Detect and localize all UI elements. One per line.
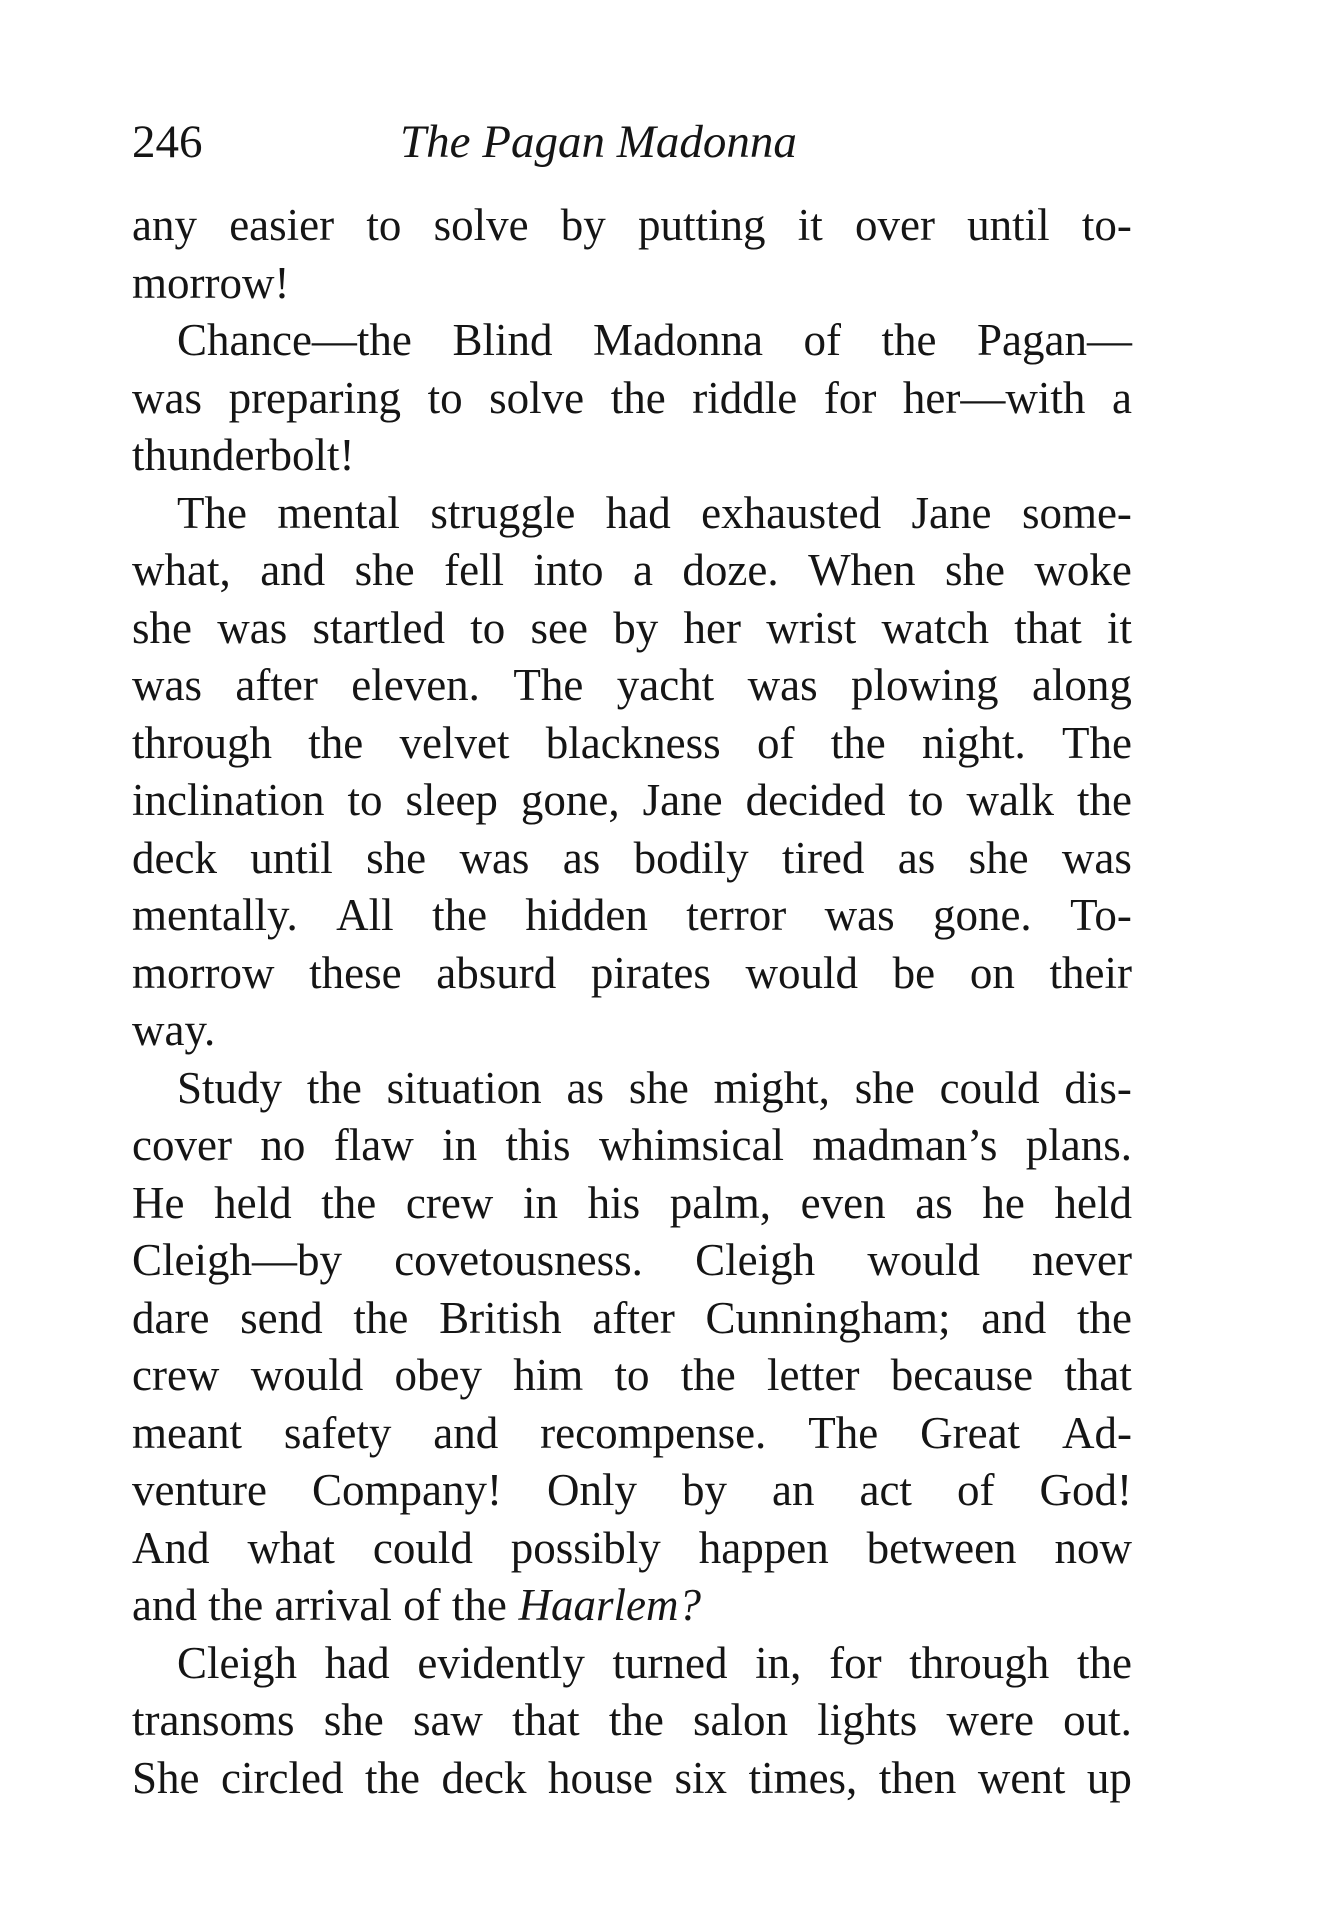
- text-line: [132, 1175, 1132, 1233]
- text-line: [132, 1002, 1132, 1060]
- word: Cleigh—by: [132, 1235, 342, 1285]
- word: and: [981, 1292, 1047, 1343]
- word: until: [250, 832, 333, 883]
- word: pirates: [590, 947, 711, 998]
- word: along: [1031, 660, 1132, 710]
- word: palm,: [669, 1177, 771, 1228]
- word: it: [797, 200, 823, 250]
- line-text: and the arrival of the: [132, 1580, 507, 1630]
- word: way.: [132, 1005, 216, 1055]
- running-title: The Pagan Madonna: [400, 116, 797, 168]
- word: venture: [132, 1465, 267, 1515]
- word: deck: [441, 1752, 527, 1803]
- word: exhausted: [701, 487, 882, 538]
- text-line: [132, 1117, 1132, 1175]
- word: yacht: [616, 660, 715, 710]
- text-line: [132, 1060, 1132, 1118]
- word: act: [859, 1465, 912, 1515]
- word: absurd: [436, 947, 557, 998]
- word: after: [235, 660, 318, 710]
- body-text: [132, 197, 1132, 1807]
- word: of: [756, 717, 795, 768]
- word: The: [177, 487, 247, 538]
- word: possibly: [510, 1522, 661, 1573]
- word: the: [881, 315, 937, 365]
- word: the: [321, 1177, 377, 1228]
- word: Cleigh: [695, 1235, 816, 1285]
- word: she: [628, 1062, 689, 1113]
- word: God!: [1039, 1465, 1132, 1515]
- word: house: [547, 1752, 653, 1803]
- word: his: [587, 1177, 641, 1228]
- text-line: [132, 715, 1132, 773]
- word: The: [1062, 717, 1132, 768]
- word: walk: [966, 775, 1054, 825]
- word: of: [956, 1465, 995, 1515]
- word: were: [946, 1695, 1034, 1745]
- word: for: [823, 372, 877, 423]
- word: through: [132, 717, 272, 768]
- word: The: [513, 660, 584, 710]
- word: Pagan—: [976, 315, 1132, 365]
- word: might,: [713, 1062, 830, 1113]
- word: no: [260, 1120, 306, 1170]
- text-line: [132, 1750, 1132, 1808]
- word: that: [1064, 1350, 1132, 1400]
- word: held: [214, 1177, 292, 1228]
- word: between: [866, 1522, 1017, 1573]
- word: the: [610, 372, 666, 423]
- word: into: [533, 545, 604, 595]
- word: Madonna: [592, 315, 763, 365]
- word: woke: [1034, 545, 1132, 595]
- word: morrow: [132, 947, 275, 998]
- word: night.: [921, 717, 1026, 768]
- word: six: [674, 1752, 728, 1803]
- word: putting: [638, 200, 766, 250]
- word: dare: [132, 1292, 210, 1343]
- word: was: [1061, 832, 1132, 883]
- text-line: [132, 485, 1132, 543]
- word: he: [982, 1177, 1025, 1228]
- word: the: [432, 890, 488, 940]
- word: any: [132, 200, 197, 250]
- word: blackness: [545, 717, 721, 768]
- word: was: [747, 660, 818, 710]
- word: dis-: [1064, 1062, 1132, 1113]
- word: her: [683, 602, 741, 653]
- text-line: [132, 772, 1132, 830]
- word: riddle: [692, 372, 798, 423]
- word: to-: [1081, 200, 1132, 250]
- word: Chance—the: [177, 315, 412, 365]
- text-line: [132, 312, 1132, 370]
- word: safety: [283, 1407, 392, 1458]
- word: bodily: [633, 832, 749, 883]
- word: never: [1032, 1235, 1132, 1285]
- text-line: [132, 1462, 1132, 1520]
- word: went: [977, 1752, 1066, 1803]
- text-line: [132, 887, 1132, 945]
- word: their: [1049, 947, 1132, 998]
- word: the: [608, 1695, 664, 1745]
- word: circled: [221, 1752, 344, 1803]
- word: Company!: [311, 1465, 502, 1515]
- word: now: [1054, 1522, 1132, 1573]
- word: crew: [132, 1350, 220, 1400]
- word: a: [1111, 372, 1132, 423]
- word: gone,: [520, 775, 620, 825]
- word: was: [132, 372, 202, 423]
- word: to: [366, 200, 402, 250]
- word: inclination: [132, 775, 325, 825]
- word: British: [439, 1292, 562, 1343]
- word: plans.: [1025, 1120, 1132, 1170]
- word: her—with: [902, 372, 1086, 423]
- word: see: [530, 602, 588, 653]
- word: plowing: [851, 660, 999, 710]
- word: in: [522, 1177, 558, 1228]
- word: the: [353, 1292, 409, 1343]
- word: was: [459, 832, 530, 883]
- word: had: [605, 487, 671, 538]
- word: she: [854, 1062, 915, 1113]
- word: hidden: [525, 890, 648, 940]
- word: could: [939, 1062, 1040, 1113]
- word: times,: [748, 1752, 858, 1803]
- word: happen: [698, 1522, 829, 1573]
- word: in: [442, 1120, 478, 1170]
- word: would: [745, 947, 859, 998]
- word: preparing: [228, 372, 401, 423]
- word: solve: [433, 200, 529, 250]
- word: until: [967, 200, 1050, 250]
- word: recompense.: [540, 1407, 767, 1458]
- word: thunderbolt!: [132, 430, 355, 480]
- word: and: [433, 1407, 499, 1458]
- word: as: [566, 1062, 604, 1113]
- word: startled: [312, 602, 445, 653]
- word: him: [513, 1350, 584, 1400]
- text-line: [132, 1290, 1132, 1348]
- word: to: [347, 775, 383, 825]
- word: Blind: [452, 315, 553, 365]
- word: held: [1054, 1177, 1132, 1228]
- word: by: [560, 200, 606, 250]
- word: would: [250, 1350, 364, 1400]
- word: she: [354, 545, 415, 595]
- word: velvet: [399, 717, 510, 768]
- word: what: [247, 1522, 335, 1573]
- word: situation: [386, 1062, 542, 1113]
- word: as: [562, 832, 601, 883]
- word: that: [1014, 602, 1082, 653]
- word: the: [1076, 775, 1132, 825]
- word: She: [132, 1752, 200, 1803]
- word: was: [824, 890, 895, 940]
- word: as: [915, 1177, 953, 1228]
- text-line: [132, 197, 1132, 255]
- word: be: [892, 947, 936, 998]
- text-line: [132, 370, 1132, 428]
- word: Great: [920, 1407, 1021, 1458]
- word: mentally.: [132, 890, 298, 940]
- word: Jane: [911, 487, 992, 538]
- word: eleven.: [351, 660, 480, 710]
- word: was: [217, 602, 288, 653]
- word: salon: [693, 1695, 789, 1745]
- word: meant: [132, 1407, 242, 1458]
- word: the: [680, 1350, 736, 1400]
- word: to: [470, 602, 506, 653]
- text-line: [132, 542, 1132, 600]
- word: doze.: [682, 545, 779, 595]
- word: decided: [745, 775, 886, 825]
- word: solve: [489, 372, 585, 423]
- word: evidently: [417, 1637, 585, 1688]
- word: some-: [1021, 487, 1132, 538]
- word: she: [944, 545, 1005, 595]
- word: out.: [1063, 1695, 1132, 1745]
- word: had: [324, 1637, 390, 1688]
- word: that: [512, 1695, 580, 1745]
- word: send: [240, 1292, 323, 1343]
- word: by: [613, 602, 659, 653]
- word: to: [614, 1350, 650, 1400]
- word: the: [1077, 1292, 1132, 1343]
- word: then: [878, 1752, 957, 1803]
- word: could: [372, 1522, 473, 1573]
- word: she: [968, 832, 1029, 883]
- word: on: [969, 947, 1015, 998]
- word: tired: [781, 832, 865, 883]
- word: easier: [229, 200, 335, 250]
- word: deck: [132, 832, 217, 883]
- word: and: [260, 545, 326, 595]
- word: Jane: [642, 775, 723, 825]
- word: of: [803, 315, 841, 365]
- word: When: [808, 545, 916, 595]
- word: obey: [394, 1350, 482, 1400]
- word: what,: [132, 545, 231, 595]
- word: gone.: [932, 890, 1032, 940]
- word: He: [132, 1177, 185, 1228]
- word: flaw: [333, 1120, 414, 1170]
- word: wrist: [766, 602, 857, 653]
- word: To-: [1070, 890, 1132, 940]
- word: terror: [686, 890, 787, 940]
- word: up: [1086, 1752, 1132, 1803]
- word: by: [681, 1465, 727, 1515]
- word: to: [908, 775, 944, 825]
- word: she: [323, 1695, 384, 1745]
- word: And: [132, 1522, 210, 1573]
- text-line: [132, 945, 1132, 1003]
- word: in,: [755, 1637, 802, 1688]
- word: was: [132, 660, 202, 710]
- word: a: [632, 545, 653, 595]
- word: after: [592, 1292, 675, 1343]
- text-line: [132, 1577, 1132, 1635]
- word: the: [308, 717, 364, 768]
- word: saw: [412, 1695, 483, 1745]
- word: madman’s: [812, 1120, 998, 1170]
- word: mental: [277, 487, 400, 538]
- word: would: [867, 1235, 980, 1285]
- word: because: [890, 1350, 1034, 1400]
- text-line: [132, 1520, 1132, 1578]
- word: these: [309, 947, 402, 998]
- word: the: [364, 1752, 420, 1803]
- word: even: [800, 1177, 886, 1228]
- text-line: [132, 427, 1132, 485]
- word: struggle: [430, 487, 576, 538]
- word: she: [366, 832, 427, 883]
- text-line: [132, 1347, 1132, 1405]
- text-line: [132, 1405, 1132, 1463]
- word: whimsical: [598, 1120, 784, 1170]
- word: sleep: [405, 775, 498, 825]
- word: Ad-: [1061, 1407, 1132, 1458]
- page-number: 246: [132, 116, 203, 168]
- text-line: [132, 1692, 1132, 1750]
- word: crew: [405, 1177, 494, 1228]
- text-line: [132, 255, 1132, 313]
- text-line: [132, 830, 1132, 888]
- text-line: [132, 1232, 1132, 1290]
- word: the: [306, 1062, 362, 1113]
- word: this: [505, 1120, 571, 1170]
- word: morrow!: [132, 257, 290, 308]
- word: the: [830, 717, 886, 768]
- word: she: [132, 602, 192, 653]
- word: over: [854, 200, 935, 250]
- text-line: [132, 1635, 1132, 1693]
- word: cover: [132, 1120, 232, 1170]
- page-header: [132, 112, 1132, 172]
- word: Study: [177, 1062, 283, 1113]
- text-line: [132, 657, 1132, 715]
- word: fell: [444, 545, 505, 595]
- word: it: [1106, 602, 1132, 653]
- word: The: [808, 1407, 879, 1458]
- word: the: [1076, 1637, 1132, 1688]
- word: lights: [817, 1695, 918, 1745]
- word: letter: [767, 1350, 860, 1400]
- word: watch: [881, 602, 989, 653]
- text-line: [132, 600, 1132, 658]
- word: turned: [612, 1637, 728, 1688]
- word: Cleigh: [177, 1637, 297, 1688]
- word: for: [829, 1637, 882, 1688]
- word: Only: [546, 1465, 637, 1515]
- ship-name: Haarlem?: [518, 1580, 702, 1630]
- word: an: [771, 1465, 815, 1515]
- word: covetousness.: [394, 1235, 643, 1285]
- word: transoms: [132, 1695, 295, 1745]
- word: through: [909, 1637, 1050, 1688]
- word: to: [427, 372, 463, 423]
- word: All: [336, 890, 394, 940]
- word: Cunningham;: [705, 1292, 951, 1343]
- word: as: [897, 832, 936, 883]
